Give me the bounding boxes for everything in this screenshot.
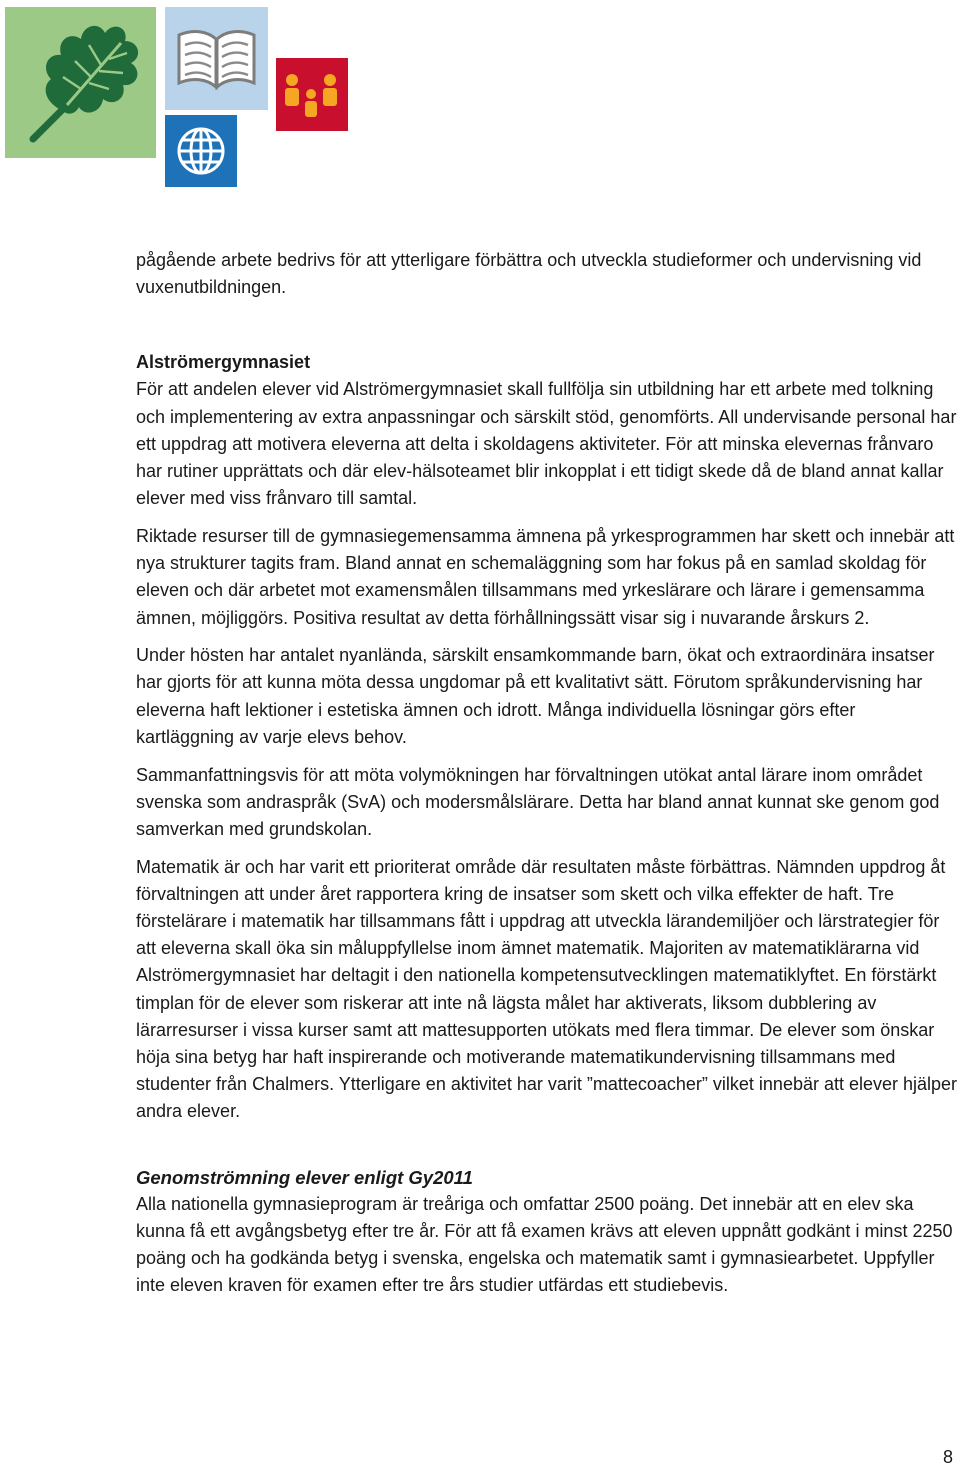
open-book-icon [165,7,268,110]
body-paragraph: Riktade resurser till de gymnasiegemensamma ämnena på yrkesprogrammen har skett och innebär att nya strukturer tagits fram. Bland annat en schemaläggning som har fokus på en samlad skoldag för eleven och där arbetet mot examensmålen tillsammans med yrkeslärare och lärare i gemensamma ämnen, möjliggörs. Positiva resultat av detta förhållningssätt visar sig i nuvarande årskurs 2. [136,525,955,628]
body-paragraph: För att andelen elever vid Alströmergymnasiet skall fullfölja sin utbildning har ett arbete med tolkning och implementering av extra anpassningar och särskilt stöd, genomförts. All undervisande personal har ett uppdrag att motivera eleverna att delta i skoldagens aktiviteter. För att minska elevernas frånvaro har rutiner upprättats och där elev-hälsoteamet blir inkopplat i ett tidigt skede då de bland annat kallar elever med viss frånvaro till samtal. [136,379,957,509]
body-paragraph: Alla nationella gymnasieprogram är treåriga och omfattar 2500 poäng. Det innebär att en elev ska kunna få ett avgångsbetyg efter tre år. För att få examen krävs att eleven uppnått godkänt i minst 2250 poäng och ha godkända betyg i svenska, engelska och matematik samt i gymnasiearbetet. Uppfyller inte eleven kraven för examen efter tre års studier utfärdas ett studiebevis. [136,1193,953,1296]
section-heading-genomstromning: Genomströmning elever enligt Gy2011 [136,1166,473,1188]
body-paragraph: Sammanfattningsvis för att möta volymökningen har förvaltningen utökat antal lärare inom området svenska som andraspråk (SvA) och modersmålslärare. Detta har bland annat kunnat ske genom god samverkan med grundskolan. [136,764,940,839]
globe-icon [165,115,237,187]
body-paragraph: Under hösten har antalet nyanlända, särskilt ensamkommande barn, ökat och extraordinära insatser har gjorts för att kunna möta dessa ungdomar på ett kvalitativt sätt. Förutom språkundervisning har eleverna haft lektioner i estetiska ämnen och idrott. Många individuella lösningar görs efter kartläggning av varje elevs behov. [136,645,935,747]
people-group-icon [276,58,348,131]
section-heading-alstromergymnasiet: Alströmergymnasiet [136,352,311,373]
organization-logo [0,0,360,192]
page-number: 8 [943,1447,954,1467]
oak-leaf-icon [5,7,156,158]
intro-paragraph: pågående arbete bedrivs för att ytterligare förbättra och utveckla studieformer och undervisning vid vuxenutbildningen. [136,250,922,298]
body-paragraph: Matematik är och har varit ett prioriterat område där resultaten måste förbättras. Nämnden uppdrog åt förvaltningen att under året rapportera kring de insatser som skett och vilka effekter de haft. Tre förstelärare i matematik har tillsammans fått i uppdrag att utveckla lärandemiljöer och lärstrategier för att eleverna skall öka sin måluppfyllelse inom ämnet matematik. Majoriten av matematiklärarna vid Alströmergymnasiet har deltagit i den nationella kompetensutvecklingen matematiklyftet. En förstärkt timplan för de elever som riskerar att inte nå lägsta målet har aktiverats, liksom dubblering av lärarresurser i vissa kurser samt att mattesupporten utökats med flera timmar. De elever som önskar höja sina betyg har haft inspirerande och motiverande matematikundervisning tillsammans med studenter från Chalmers. Ytterligare en aktivitet har varit ”mattecoacher” vilket innebär att elever hjälper andra elever. [136,856,958,1122]
document-body [136,247,958,1310]
